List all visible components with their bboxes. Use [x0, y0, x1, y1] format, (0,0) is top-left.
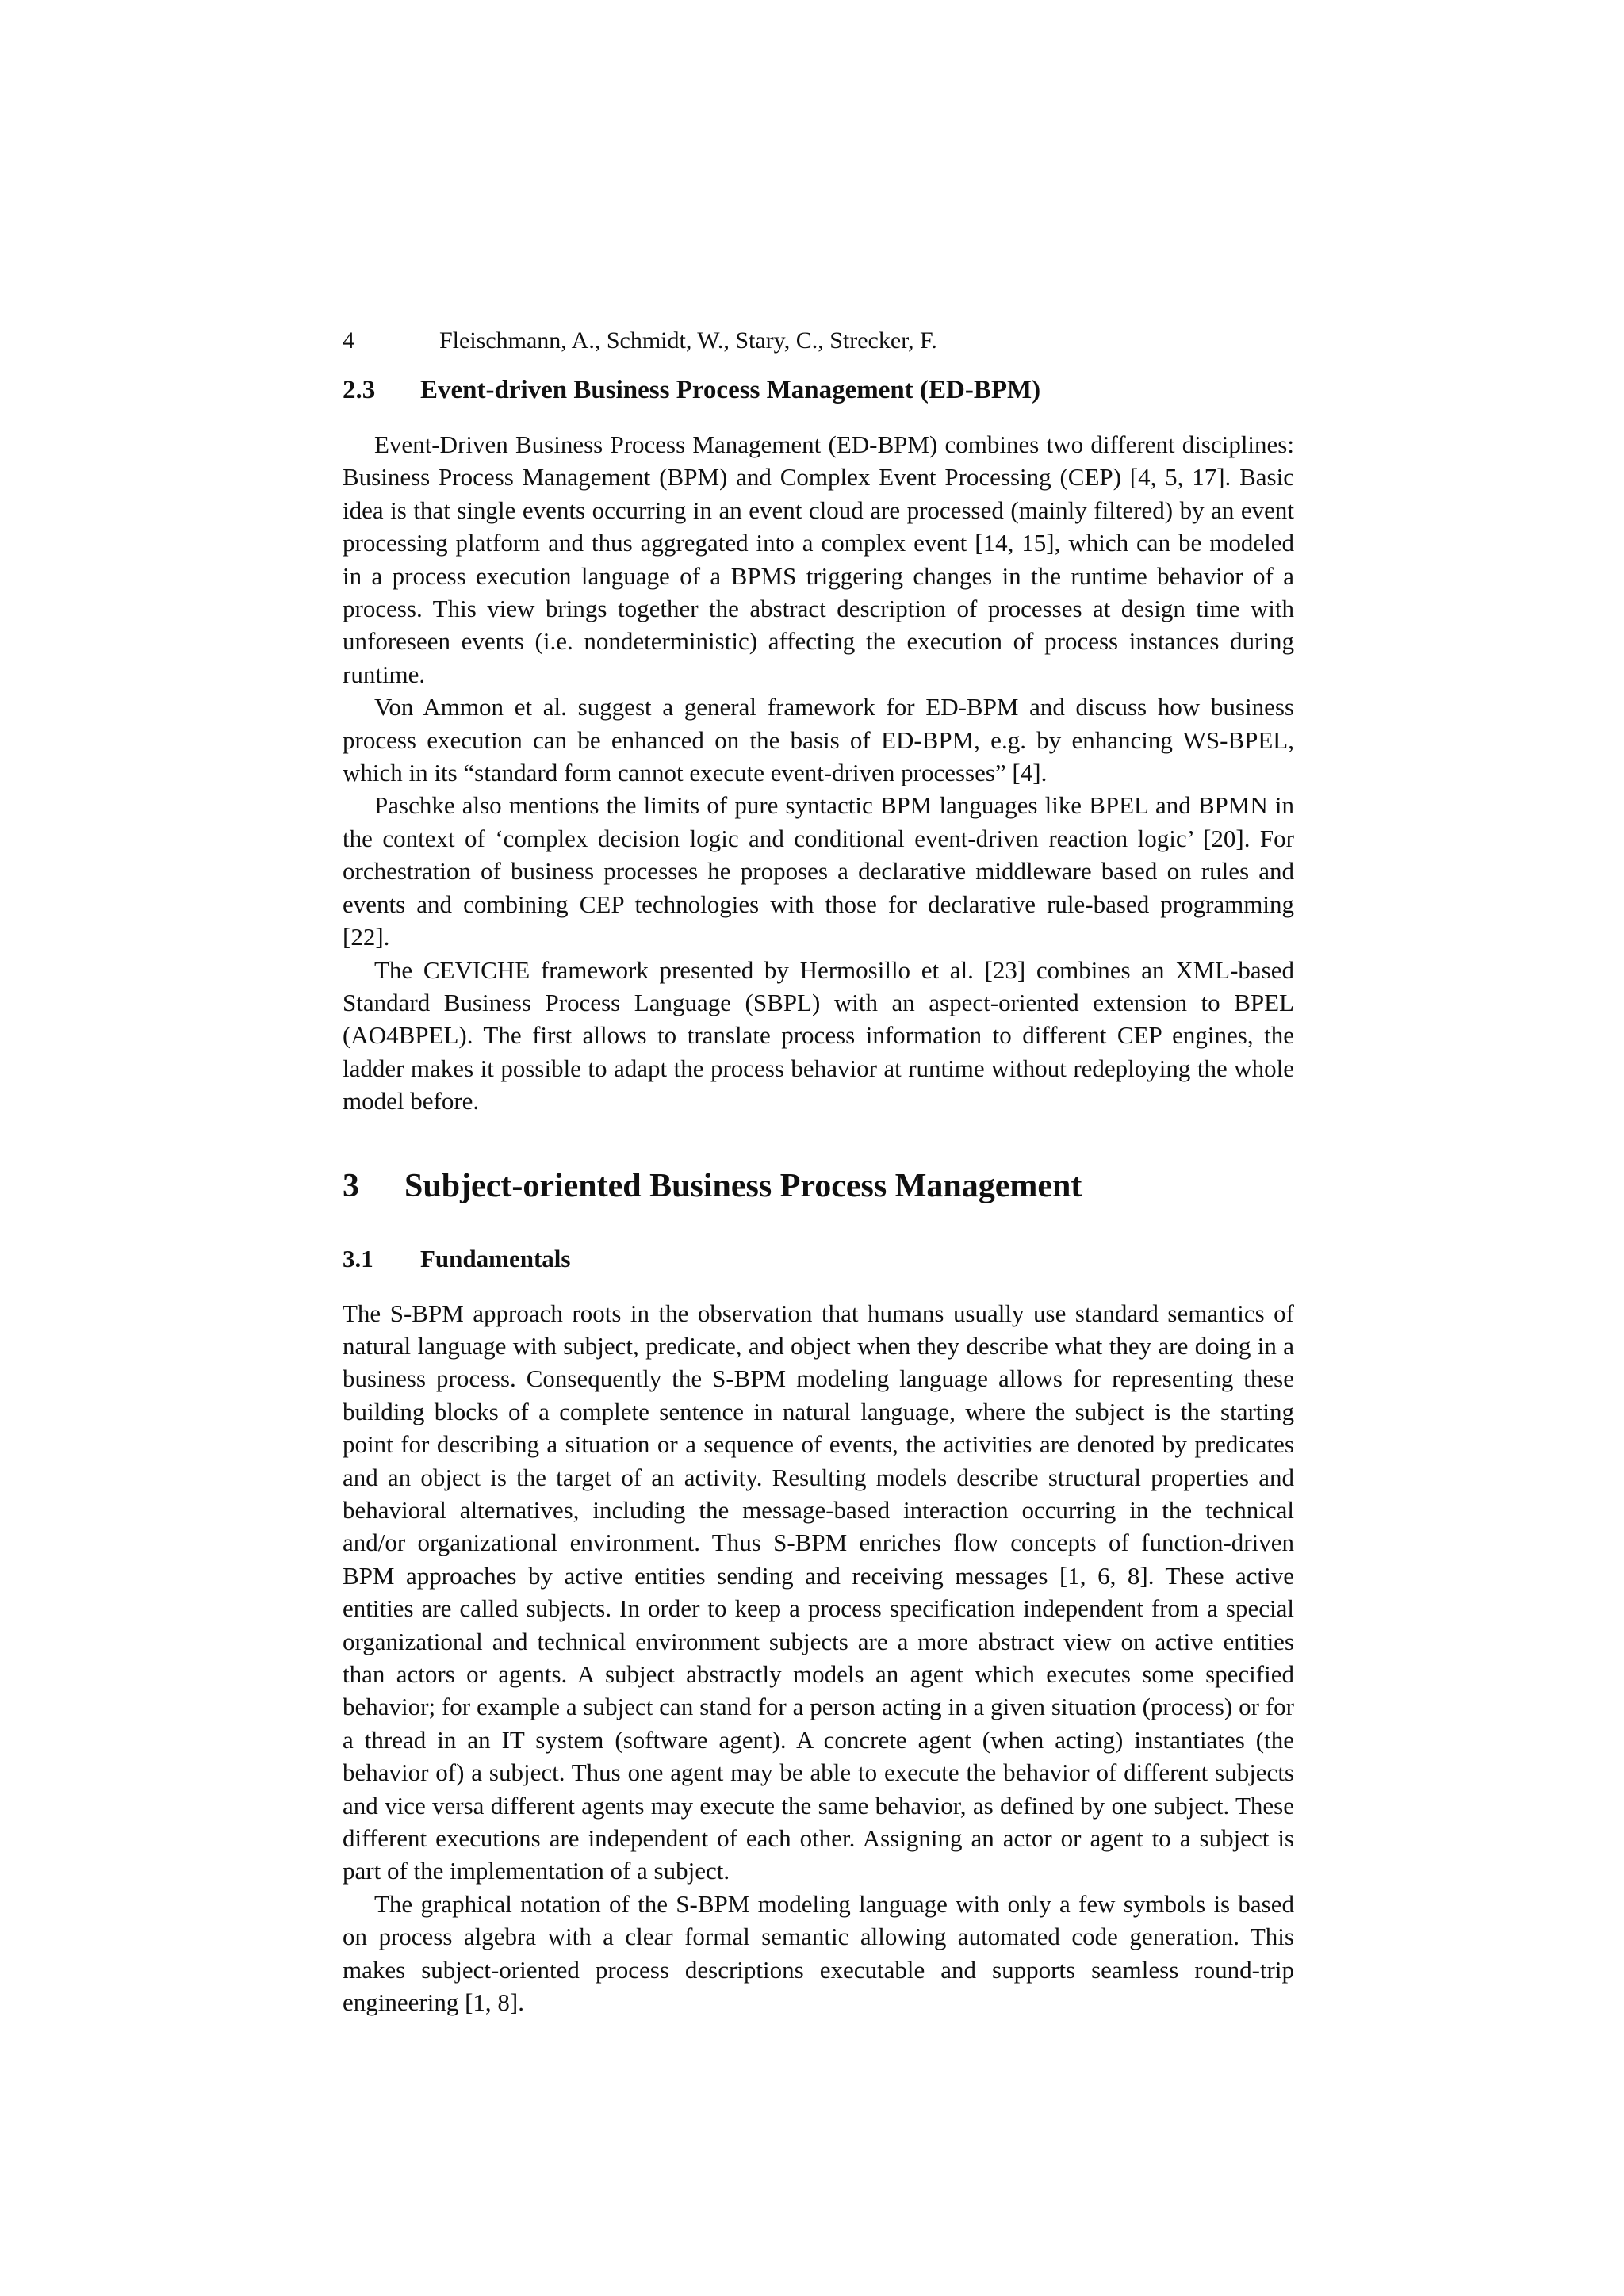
page-number: 4 — [343, 327, 354, 354]
section-3-heading — [343, 1162, 1294, 1210]
section-3-1-paragraph-2: The graphical notation of the S-BPM modeling language with only a few symbols is based on process algebra with a clear formal semantic allowing automated code generation. This makes subject-oriented process descriptions executable and supports seamless round-trip engineering [1, 8]. — [343, 1889, 1294, 2017]
section-3-1-paragraph-1: The S-BPM approach roots in the observation that humans usually use standard semantics of natural language with subject, predicate, and object when they describe what they are doing in a business process. Consequently the S-BPM modeling language allows for representing these building blocks of a complete sentence in natural language, where the subject is the starting point for describing a situation or a sequence of events, the activities are denoted by predicates and an object is the target of an activity. Resulting models describe structural properties and behavioral alternatives, including the message-based interaction occurring in the technical and/or organizational environment. Thus S-BPM enriches flow concepts of function-driven BPM approaches by active entities sending and receiving messages [1, 6, 8]. These active entities are called subjects. In order to keep a process specification independent from a special organizational and technical environment subjects are a more abstract view on active entities than actors or agents. A subject abstractly models an agent which executes some specified behavior; for example a subject can stand for a person acting in a given situation (process) or for a thread in an IT system (software agent). A concrete agent (when acting) instantiates (the behavior of) a subject. Thus one agent may be able to execute the behavior of different subjects and vice versa different agents may execute the same behavior, as defined by one subject. These different executions are independent of each other. Assigning an actor or agent to a subject is part of the implementation of a subject. — [343, 1299, 1294, 1885]
section-3-number: 3 — [343, 1167, 359, 1204]
running-head-authors: Fleischmann, A., Schmidt, W., Stary, C., Strecker, F. — [439, 327, 937, 354]
section-2-3-paragraph-1: Event-Driven Business Process Management (ED-BPM) combines two different disciplines: Business Process Management (BPM) and Complex Event Processing (CEP) [4, 5, 17]. Basic idea is that single events occurring in an event cloud are processed (mainly filtered) by an event processing platform and thus aggregated into a complex event [14, 15], which can be modeled in a process execution language of a BPMS triggering changes in the runtime behavior of a process. This view brings together the abstract description of processes at design time with unforeseen events (i.e. nondeterministic) affecting the execution of process instances during runtime. — [343, 430, 1294, 688]
section-2-3-paragraph-2: Von Ammon et al. suggest a general framework for ED-BPM and discuss how business process execution can be enhanced on the basis of ED-BPM, e.g. by enhancing WS-BPEL, which in its “standard form cannot execute event-driven processes” [4]. — [343, 693, 1294, 787]
section-2-3-title: Event-driven Business Process Management (ED-BPM) — [420, 376, 1041, 404]
section-2-3-paragraph-3: Paschke also mentions the limits of pure syntactic BPM languages like BPEL and BPMN in the context of ‘complex decision logic and conditional event-driven reaction logic’ [20]. For orchestration of business processes he proposes a declarative middleware based on rules and events and combining CEP technologies with those for declarative rule-based programming [22]. — [343, 791, 1294, 951]
running-head — [343, 323, 1294, 358]
paper-page — [343, 323, 1294, 2019]
section-3-1-title: Fundamentals — [420, 1244, 571, 1272]
section-3-title: Subject-oriented Business Process Management — [404, 1167, 1082, 1204]
section-3-1-heading — [343, 1242, 1294, 1276]
section-2-3-heading — [343, 371, 1294, 409]
section-2-3-number: 2.3 — [343, 376, 376, 404]
section-3-1-number: 3.1 — [343, 1244, 373, 1272]
section-2-3-paragraph-4: The CEVICHE framework presented by Hermosillo et al. [23] combines an XML-based Standard Business Process Language (SBPL) with an aspect-oriented extension to BPEL (AO4BPEL). The first allows to translate process information to different CEP engines, the ladder makes it possible to adapt the process behavior at runtime without redeploying the whole model before. — [343, 955, 1294, 1115]
